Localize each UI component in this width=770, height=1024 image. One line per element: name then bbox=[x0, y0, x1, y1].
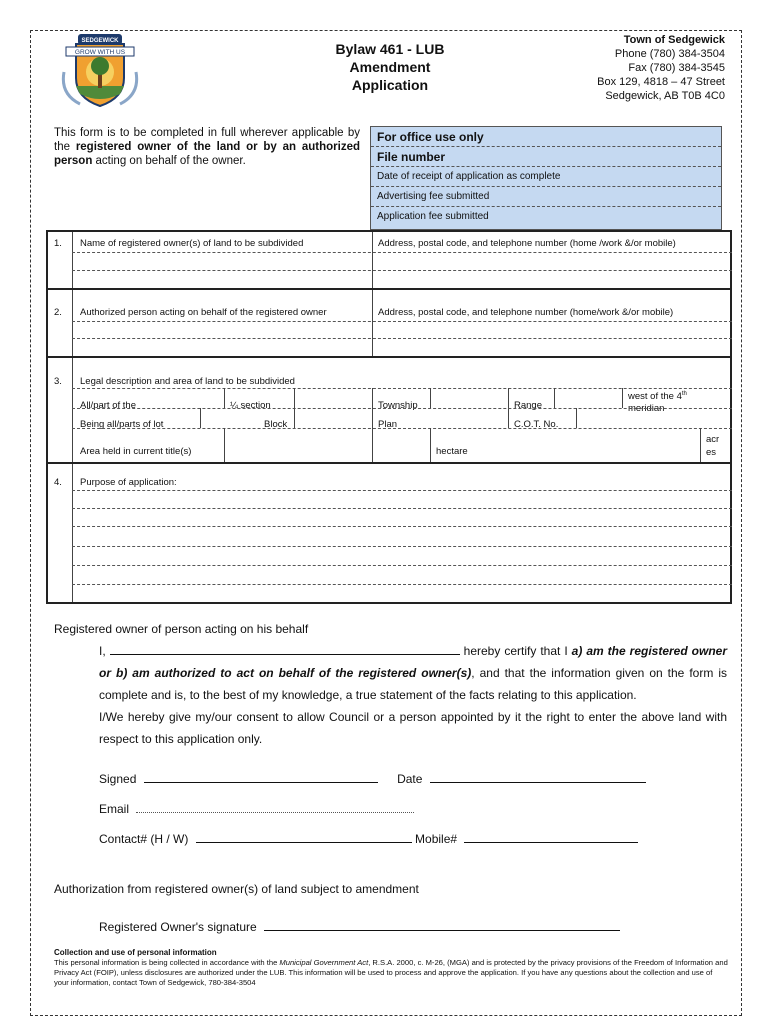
purpose-line[interactable] bbox=[72, 526, 732, 527]
section-2-number: 2. bbox=[54, 307, 62, 318]
email-input[interactable] bbox=[136, 800, 414, 813]
agent-name-input[interactable] bbox=[72, 321, 732, 322]
purpose-label: Purpose of application: bbox=[80, 477, 177, 488]
form-title: Bylaw 461 - LUB Amendment Application bbox=[335, 41, 445, 93]
owner-name-label: Name of registered owner(s) of land to be subdivided bbox=[80, 238, 304, 249]
owner-signature-row: Registered Owner's signature bbox=[99, 918, 620, 934]
owner-address-input[interactable] bbox=[72, 270, 732, 271]
township-label: Township bbox=[378, 400, 418, 411]
legal-row-2-input[interactable] bbox=[72, 428, 732, 429]
agent-address-input[interactable] bbox=[72, 338, 732, 339]
logo-banner-text: GROW WITH US bbox=[74, 49, 126, 56]
logo-top-text: SEDGEWICK bbox=[81, 38, 119, 44]
mobile-input[interactable] bbox=[464, 830, 638, 843]
purpose-line[interactable] bbox=[72, 546, 732, 547]
hectare-label: hectare bbox=[436, 446, 468, 457]
all-part-label: All/part of the bbox=[80, 400, 136, 411]
town-fax: Fax (780) 384-3545 bbox=[628, 62, 725, 74]
privacy-notice: Collection and use of personal information This personal information is being collected in accordance with the Municipal Government Act, R.S.A. 2000, c. M-26, (MGA) and is protected by the privacy provisions of the Freedom of Information and Privacy Act (FOIP), unless disclosures are authorized under the LUB. This information will be used to process and approve the application. If you have any questions about the collection and use of your information, contact Town of Sedgewick, 780-384-3504 bbox=[54, 948, 728, 987]
town-phone: Phone (780) 384-3504 bbox=[614, 48, 725, 60]
legal-description-label: Legal description and area of land to be subdivided bbox=[80, 376, 295, 387]
contact-row: Contact# (H / W) Mobile# bbox=[99, 830, 638, 846]
block-label: Block bbox=[264, 419, 288, 430]
section-4-number: 4. bbox=[54, 477, 62, 488]
agent-address-label: Address, postal code, and telephone number (home/work &/or mobile) bbox=[378, 307, 674, 318]
plan-label: Plan bbox=[378, 419, 398, 430]
receipt-date-field[interactable]: Date of receipt of application as complete bbox=[371, 167, 721, 187]
authorization-heading: Authorization from registered owner(s) of land subject to amendment bbox=[54, 882, 419, 896]
certification-statement: I, hereby certify that I a) am the registered owner or b) am authorized to act on behalf of the registered owner(s), and that the information given on the form is complete and is, to the best of my knowledge, a true statement of the facts relating to this application. I/We hereby give my/our consent to allow Council or a person appointed by it the right to enter the above land with respect to this application only. bbox=[99, 644, 728, 746]
town-logo bbox=[58, 32, 142, 110]
file-number-field[interactable]: File number bbox=[371, 147, 721, 167]
consent-statement: I/We hereby give my/our consent to allow Council or a person appointed by it the right to enter the above land with respect to this application only. bbox=[99, 710, 727, 746]
office-use-box bbox=[370, 126, 722, 230]
purpose-line[interactable] bbox=[72, 565, 732, 566]
signed-row: Signed Date bbox=[99, 770, 646, 786]
advertising-fee-field[interactable]: Advertising fee submitted bbox=[371, 187, 721, 207]
owner-signature-input[interactable] bbox=[264, 918, 620, 931]
range-label: Range bbox=[514, 400, 542, 411]
purpose-line[interactable] bbox=[72, 508, 732, 509]
section-3-number: 3. bbox=[54, 376, 62, 387]
section-1-number: 1. bbox=[54, 238, 62, 249]
signature-input[interactable] bbox=[144, 770, 378, 783]
lot-label: Being all/parts of lot bbox=[80, 419, 164, 430]
owner-name-input[interactable] bbox=[72, 252, 732, 253]
office-heading: For office use only bbox=[371, 127, 721, 147]
area-input[interactable] bbox=[48, 462, 732, 464]
purpose-line[interactable] bbox=[72, 490, 732, 491]
cot-number-label: C.O.T. No. bbox=[514, 419, 559, 430]
quarter-section-label: ¼ section bbox=[230, 400, 271, 411]
legal-row-1-input[interactable] bbox=[72, 408, 732, 409]
application-table bbox=[46, 230, 732, 604]
email-row: Email bbox=[99, 800, 414, 816]
intro-text: This form is to be completed in full wherever applicable by the registered owner of the land or by an authorized person acting on behalf of the owner. bbox=[54, 127, 361, 167]
agent-name-label: Authorized person acting on behalf of the registered owner bbox=[80, 307, 327, 318]
meridian-label: west of the 4th meridian bbox=[628, 391, 687, 415]
purpose-line[interactable] bbox=[72, 584, 732, 585]
town-box: Box 129, 4818 – 47 Street bbox=[597, 76, 725, 88]
certifier-name-input[interactable] bbox=[110, 642, 460, 655]
town-city: Sedgewick, AB T0B 4C0 bbox=[605, 90, 725, 102]
town-name: Town of Sedgewick bbox=[623, 34, 725, 46]
area-held-label: Area held in current title(s) bbox=[80, 446, 192, 457]
date-input[interactable] bbox=[430, 770, 646, 783]
acres-label: acr es bbox=[706, 434, 720, 458]
certification-heading: Registered owner of person acting on his behalf bbox=[54, 622, 309, 636]
application-fee-field[interactable]: Application fee submitted bbox=[377, 211, 489, 222]
owner-address-label: Address, postal code, and telephone number (home /work &/or mobile) bbox=[378, 238, 676, 249]
town-contact-block bbox=[597, 33, 725, 103]
contact-phone-input[interactable] bbox=[196, 830, 412, 843]
